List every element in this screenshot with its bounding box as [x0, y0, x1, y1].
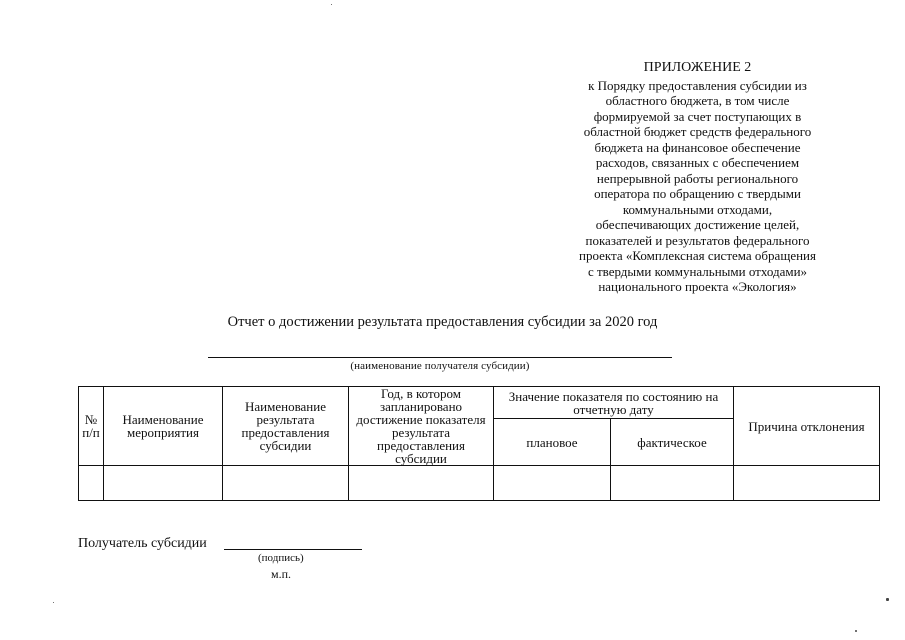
appendix-line: с твердыми коммунальными отходами»	[587, 263, 808, 279]
appendix-line: областной бюджет средств федерального	[583, 124, 812, 139]
col-header-result: Наименование результата предоставления субсидии	[223, 387, 349, 466]
signature-caption: (подпись)	[258, 552, 304, 564]
table-cell[interactable]	[734, 466, 880, 501]
appendix-line: проекта «Комплексная система обращения	[579, 248, 816, 263]
appendix-line: оператора по обращению с твердыми	[594, 186, 801, 201]
col-header-year: Год, в котором запланировано достижение показателя результата предоставления субсидии	[349, 387, 494, 466]
appendix-line: непрерывной работы регионального	[596, 170, 799, 186]
appendix-line: национального проекта «Экология»	[598, 279, 797, 294]
signature-line	[224, 549, 362, 550]
report-table	[78, 386, 880, 501]
table-header-row	[79, 387, 880, 419]
report-title	[0, 314, 905, 331]
appendix-line: бюджета на финансовое обеспечение	[594, 139, 801, 155]
appendix-title: ПРИЛОЖЕНИЕ 2	[643, 60, 752, 75]
col-header-num: № п/п	[79, 387, 104, 466]
col-header-reason: Причина отклонения	[734, 387, 880, 466]
table-cell[interactable]	[494, 466, 611, 501]
table-cell[interactable]	[223, 466, 349, 501]
col-header-planned: плановое	[494, 419, 611, 466]
report-title-text: Отчет о достижении результата предоставления субсидии за 2020 год	[227, 314, 658, 330]
scan-speck	[331, 4, 332, 5]
table-row	[79, 466, 880, 501]
recipient-name-line	[208, 357, 672, 358]
appendix-line: коммунальными отходами,	[622, 201, 773, 217]
appendix-line: областного бюджета, в том числе	[605, 93, 790, 108]
appendix-line: к Порядку предоставления субсидии из	[588, 77, 807, 93]
recipient-caption: (наименование получателя субсидии)	[350, 360, 530, 372]
table-cell[interactable]	[611, 466, 734, 501]
appendix-header	[545, 60, 850, 295]
scan-speck	[855, 630, 857, 632]
table-cell[interactable]	[104, 466, 223, 501]
appendix-line: расходов, связанных с обеспечением	[595, 155, 800, 170]
recipient-signature-label: Получатель субсидии	[78, 536, 207, 551]
appendix-line: обеспечивающих достижение целей,	[595, 217, 800, 232]
appendix-line: формируемой за счет поступающих в	[593, 108, 802, 124]
table-cell[interactable]	[79, 466, 104, 501]
col-header-value-group: Значение показателя по состоянию на отчетную дату	[494, 387, 734, 419]
scan-speck	[53, 602, 54, 603]
scan-speck	[886, 598, 889, 601]
col-header-actual: фактическое	[611, 419, 734, 466]
col-header-event: Наименование мероприятия	[104, 387, 223, 466]
appendix-line: показателей и результатов федерального	[585, 232, 810, 248]
stamp-label: м.п.	[271, 567, 292, 581]
table-cell[interactable]	[349, 466, 494, 501]
